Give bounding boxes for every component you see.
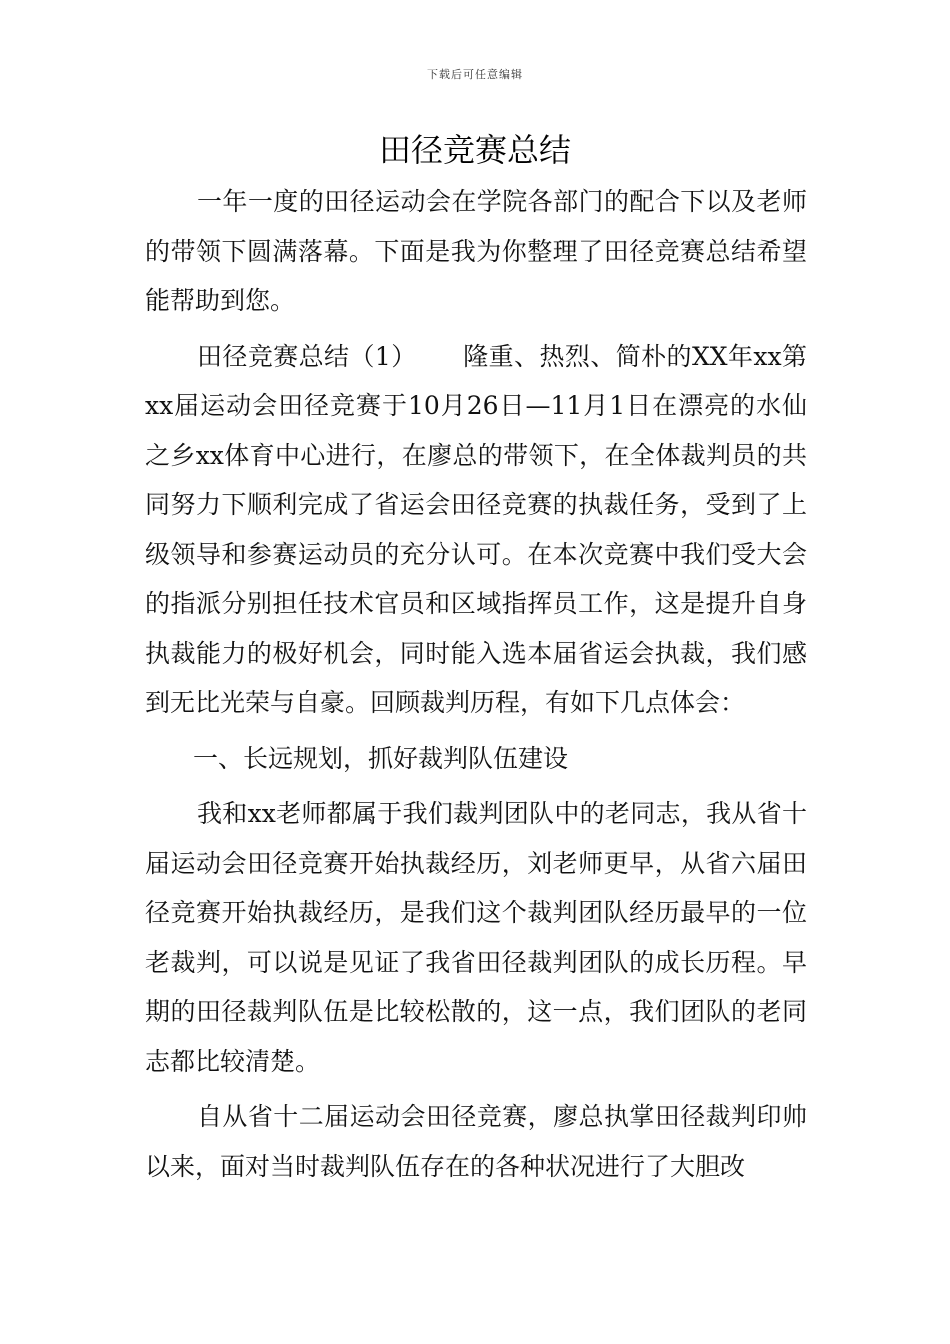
paragraph-intro: 一年一度的田径运动会在学院各部门的配合下以及老师的带领下圆满落幕。下面是我为你整理了田径竞赛总结希望能帮助到您。 — [145, 187, 807, 315]
header-note: 下载后可任意编辑 — [427, 68, 523, 81]
section-heading-1: 一、长远规划，抓好裁判队伍建设 — [193, 743, 569, 773]
document-title: 田径竞赛总结 — [378, 131, 571, 169]
paragraph-summary-1: 田径竞赛总结（1） 隆重、热烈、简朴的XX年xx第xx届运动会田径竞赛于10月26日—11月1日在漂亮的水仙之乡xx体育中心进行，在廖总的带领下，在全体裁判员的共同努力下顺利完成了省运会田径竞赛的执裁任务，受到了上级领导和参赛运动员的充分认可。在本次竞赛中我们受大会的指派分别担任技术官员和区域指挥员工作，这是提升自身执裁能力的极好机会，同时能入选本届省运会执裁，我们感到无比光荣与自豪。回顾裁判历程，有如下几点体会： — [145, 341, 807, 717]
paragraph-reform: 自从省十二届运动会田径竞赛，廖总执掌田径裁判印帅以来，面对当时裁判队伍存在的各种状况进行了大胆改 — [145, 1102, 807, 1181]
paragraph-experience: 我和xx老师都属于我们裁判团队中的老同志，我从省十届运动会田径竞赛开始执裁经历，刘老师更早，从省六届田径竞赛开始执裁经历，是我们这个裁判团队经历最早的一位老裁判，可以说是见证了我省田径裁判团队的成长历程。早期的田径裁判队伍是比较松散的，这一点，我们团队的老同志都比较清楚。 — [145, 799, 807, 1076]
document-body — [145, 177, 807, 1197]
